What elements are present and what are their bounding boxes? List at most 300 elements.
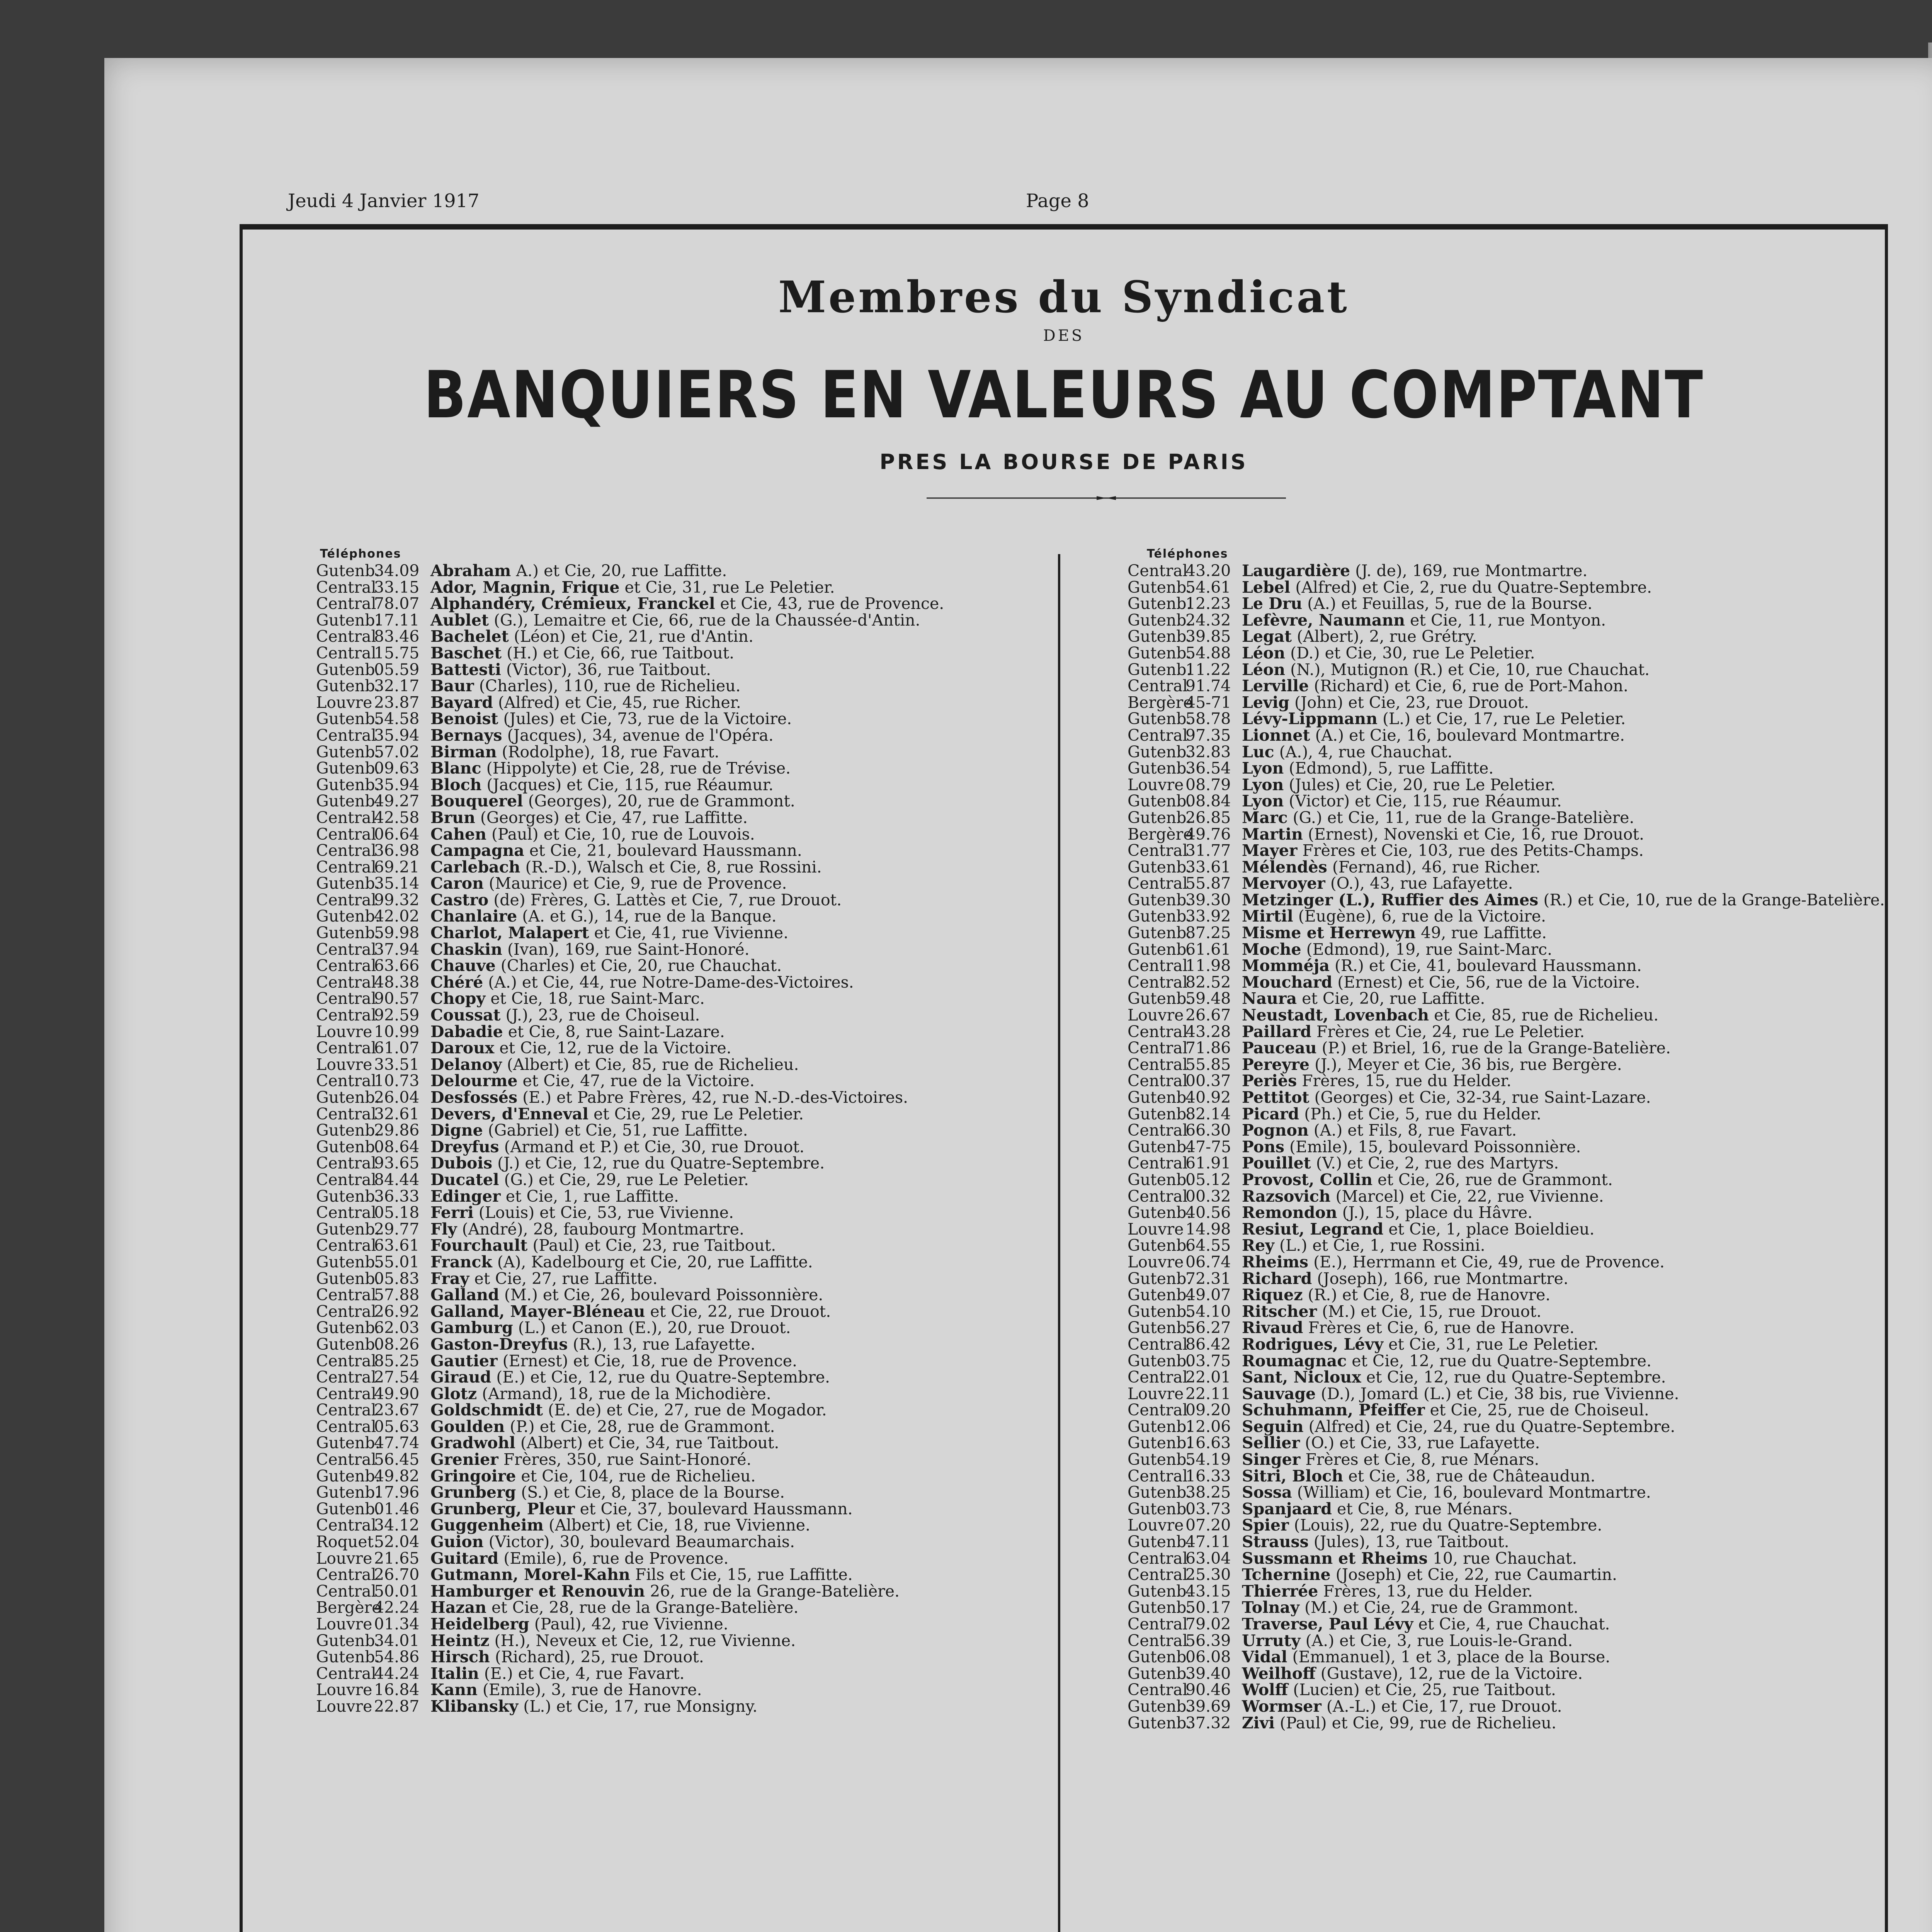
member-phone: 54.19 <box>1185 1450 1231 1469</box>
member-firm: Mouchard <box>1242 973 1333 992</box>
member-firm: Mervoyer <box>1242 874 1325 893</box>
member-phone: 49.90 <box>374 1384 420 1403</box>
member-firm: Chopy <box>430 989 486 1008</box>
member-address: (Albert) et Cie, 34, rue Taitbout. <box>520 1434 779 1452</box>
member-phone: 29.86 <box>374 1121 420 1140</box>
member-exchange: Central <box>316 1664 376 1683</box>
member-phone: 10.73 <box>374 1071 420 1090</box>
member-row <box>1128 595 1862 612</box>
member-row <box>316 1353 1050 1369</box>
member-row <box>316 1566 1050 1583</box>
member-address: (Ernest) et Cie, 56, rue de la Victoire. <box>1337 973 1640 992</box>
member-firm: Pettitot <box>1242 1088 1310 1107</box>
member-phone: 03.75 <box>1185 1351 1231 1370</box>
member-phone: 56.45 <box>374 1450 420 1469</box>
member-firm: Roumagnac <box>1242 1351 1347 1370</box>
member-exchange: Central <box>1128 1055 1188 1074</box>
member-address: (Jacques), 34, avenue de l'Opéra. <box>507 726 774 745</box>
member-firm: Delourme <box>430 1071 518 1090</box>
member-row <box>316 1089 1050 1106</box>
member-address: (R.), 13, rue Lafayette. <box>573 1335 755 1354</box>
member-phone: 33.92 <box>1185 907 1231 926</box>
member-address: (R.) et Cie, 8, rue de Hanovre. <box>1308 1286 1551 1304</box>
member-address: (Albert) et Cie, 85, rue de Richelieu. <box>507 1055 799 1074</box>
member-phone: 61.91 <box>1185 1154 1231 1173</box>
member-row <box>316 826 1050 843</box>
member-firm: Guitard <box>430 1549 499 1568</box>
member-exchange: Central <box>316 857 376 876</box>
member-exchange: Central <box>1128 1401 1188 1420</box>
member-phone: 39.40 <box>1185 1664 1231 1683</box>
member-row <box>316 678 1050 694</box>
member-exchange: Gutenb. <box>1128 1203 1192 1222</box>
member-phone: 58.78 <box>1185 709 1231 728</box>
member-exchange: Central <box>316 1170 376 1189</box>
member-phone: 22.01 <box>1185 1368 1231 1387</box>
member-address: (M.) et Cie, 26, boulevard Poissonnière. <box>504 1286 823 1304</box>
member-exchange: Gutenb. <box>1128 1137 1192 1156</box>
member-exchange: Central <box>316 1071 376 1090</box>
member-phone: 63.61 <box>374 1236 420 1255</box>
member-row <box>1128 974 1862 991</box>
member-firm: Gautier <box>430 1351 498 1370</box>
member-address: 10, rue Chauchat. <box>1432 1549 1577 1568</box>
member-address: et Cie, 4, rue Chauchat. <box>1418 1615 1610 1633</box>
member-phone: 24.32 <box>1185 611 1231 629</box>
member-row <box>1128 1435 1862 1451</box>
member-row <box>316 1369 1050 1386</box>
member-firm: Caron <box>430 874 484 893</box>
member-phone: 90.57 <box>374 989 420 1008</box>
member-phone: 09.63 <box>374 759 420 778</box>
member-address: et Cie, 43, rue de Provence. <box>720 594 944 613</box>
member-address: (Joseph) et Cie, 22, rue Caumartin. <box>1335 1565 1617 1584</box>
member-phone: 43.20 <box>1185 561 1231 580</box>
member-row <box>316 662 1050 678</box>
member-firm: Guggenheim <box>430 1516 544 1535</box>
member-firm: Goulden <box>430 1417 505 1436</box>
member-address: (M.) et Cie, 24, rue de Grammont. <box>1304 1598 1578 1617</box>
member-exchange: Central <box>316 940 376 959</box>
member-exchange: Gutenb. <box>316 1252 380 1271</box>
member-address: (H.), Neveux et Cie, 12, rue Vivienne. <box>494 1631 796 1650</box>
member-phone: 32.17 <box>374 677 420 696</box>
member-address: (E.) et Cie, 12, rue du Quatre-Septembre. <box>496 1368 830 1387</box>
member-phone: 91.74 <box>1185 677 1231 696</box>
member-firm: Chaskin <box>430 940 502 959</box>
member-phone: 17.11 <box>374 611 420 629</box>
member-row <box>1128 1418 1862 1435</box>
member-phone: 05.83 <box>374 1269 420 1288</box>
member-phone: 61.07 <box>374 1039 420 1058</box>
member-exchange: Central <box>316 1006 376 1025</box>
member-firm: Lebel <box>1242 578 1291 597</box>
member-phone: 11.98 <box>1185 956 1231 975</box>
member-phone: 78.07 <box>374 594 420 613</box>
member-exchange: Central <box>316 808 376 827</box>
member-address: Frères et Cie, 103, rue des Petits-Champs. <box>1302 841 1644 860</box>
member-exchange: Gutenb. <box>1128 1664 1192 1683</box>
member-firm: Wolff <box>1242 1680 1288 1699</box>
member-firm: Baschet <box>430 643 502 662</box>
member-row <box>316 974 1050 991</box>
member-phone: 05.59 <box>374 660 420 679</box>
member-firm: Metzinger (L.), Ruffier des Aimes <box>1242 890 1539 909</box>
member-exchange: Louvre <box>316 1697 372 1716</box>
member-phone: 35.94 <box>374 775 420 794</box>
member-phone: 05.12 <box>1185 1170 1231 1189</box>
member-address: (Armand et P.) et Cie, 30, rue Drouot. <box>504 1137 804 1156</box>
member-firm: Rodrigues, Lévy <box>1242 1335 1384 1354</box>
member-phone: 10.99 <box>374 1022 420 1041</box>
member-row <box>316 1649 1050 1665</box>
member-address: (Charles) et Cie, 20, rue Chauchat. <box>500 956 782 975</box>
member-row <box>316 1698 1050 1715</box>
member-row <box>316 892 1050 908</box>
member-phone: 99.32 <box>374 890 420 909</box>
member-address: (Edmond), 19, rue Saint-Marc. <box>1306 940 1553 959</box>
member-firm: Fray <box>430 1269 469 1288</box>
member-firm: Lionnet <box>1242 726 1310 745</box>
member-phone: 22.11 <box>1185 1384 1231 1403</box>
member-address: (Paul), 42, rue Vivienne. <box>534 1615 728 1633</box>
member-address: (P.) et Briel, 16, rue de la Grange-Batelière. <box>1321 1039 1671 1058</box>
member-phone: 12.06 <box>1185 1417 1231 1436</box>
member-phone: 93.65 <box>374 1154 420 1173</box>
member-row <box>316 694 1050 711</box>
member-exchange: Louvre <box>1128 775 1184 794</box>
member-phone: 16.33 <box>1185 1466 1231 1485</box>
member-row <box>1128 1040 1862 1056</box>
member-firm: Singer <box>1242 1450 1301 1469</box>
member-exchange: Central <box>316 1368 376 1387</box>
member-row <box>316 1583 1050 1600</box>
member-firm: Hazan <box>430 1598 486 1617</box>
member-firm: Pereyre <box>1242 1055 1310 1074</box>
member-firm: Pouillet <box>1242 1154 1311 1173</box>
member-firm: Lyon <box>1242 792 1284 811</box>
member-address: (William) et Cie, 16, boulevard Montmartre. <box>1297 1483 1651 1502</box>
member-exchange: Central <box>316 1104 376 1123</box>
member-exchange: Central <box>1128 1368 1188 1387</box>
member-row <box>1128 941 1862 958</box>
member-firm: Pognon <box>1242 1121 1309 1140</box>
member-exchange: Bergère <box>316 1598 381 1617</box>
member-exchange: Central <box>1128 1335 1188 1354</box>
member-address: (Victor) et Cie, 115, rue Réaumur. <box>1289 792 1562 811</box>
member-address: (P.) et Cie, 28, rue de Grammont. <box>510 1417 775 1436</box>
member-address: et Cie, 8, rue Ménars. <box>1337 1499 1513 1518</box>
member-row <box>1128 1221 1862 1238</box>
member-exchange: Gutenb. <box>1128 1532 1192 1551</box>
member-phone: 63.04 <box>1185 1549 1231 1568</box>
member-exchange: Gutenb. <box>1128 1236 1192 1255</box>
member-address: et Cie, 11, rue Montyon. <box>1410 611 1606 629</box>
member-address: (D.) et Cie, 30, rue Le Peletier. <box>1290 643 1535 662</box>
member-phone: 40.56 <box>1185 1203 1231 1222</box>
member-exchange: Gutenb. <box>316 759 380 778</box>
member-phone: 25.30 <box>1185 1565 1231 1584</box>
member-phone: 49.07 <box>1185 1286 1231 1304</box>
member-firm: Chauve <box>430 956 496 975</box>
member-row <box>316 727 1050 744</box>
member-row <box>1128 1451 1862 1468</box>
member-exchange: Central <box>316 578 376 597</box>
member-row <box>1128 875 1862 892</box>
member-phone: 21.65 <box>374 1549 420 1568</box>
member-exchange: Gutenb. <box>316 1466 380 1485</box>
member-phone: 26.67 <box>1185 1006 1231 1025</box>
member-exchange: Bergère <box>1128 825 1193 844</box>
member-row <box>316 628 1050 645</box>
column-divider <box>1058 554 1060 1932</box>
member-row <box>316 875 1050 892</box>
member-row <box>316 1534 1050 1550</box>
member-address: et Cie, 47, rue de la Victoire. <box>522 1071 755 1090</box>
member-exchange: Louvre <box>1128 1516 1184 1535</box>
member-exchange: Gutenb. <box>1128 1088 1192 1107</box>
member-phone: 54.88 <box>1185 643 1231 662</box>
member-phone: 66.30 <box>1185 1121 1231 1140</box>
header-date: Jeudi 4 Janvier 1917 <box>288 190 480 212</box>
member-exchange: Central <box>316 1450 376 1469</box>
member-row <box>316 1665 1050 1682</box>
member-address: (G.), Lemaitre et Cie, 66, rue de la Chaussée-d'Antin. <box>493 611 920 629</box>
member-phone: 72.31 <box>1185 1269 1231 1288</box>
member-address: (Jacques) et Cie, 115, rue Réaumur. <box>486 775 774 794</box>
member-row <box>316 1418 1050 1435</box>
member-exchange: Central <box>316 594 376 613</box>
member-address: Frères et Cie, 24, rue Le Peletier. <box>1316 1022 1585 1041</box>
member-address: et Cie, 8, rue Saint-Lazare. <box>508 1022 725 1041</box>
member-phone: 39.30 <box>1185 890 1231 909</box>
member-row <box>1128 1172 1862 1188</box>
member-phone: 52.04 <box>374 1532 420 1551</box>
member-row <box>1128 579 1862 596</box>
member-address: (Maurice) et Cie, 9, rue de Provence. <box>489 874 787 893</box>
member-exchange: Gutenb. <box>1128 1499 1192 1518</box>
member-phone: 34.12 <box>374 1516 420 1535</box>
member-row <box>1128 1534 1862 1550</box>
member-firm: Remondon <box>1242 1203 1337 1222</box>
member-firm: Mélendès <box>1242 857 1327 876</box>
member-exchange: Central <box>316 825 376 844</box>
member-address: (S.) et Cie, 8, place de la Bourse. <box>521 1483 785 1502</box>
member-row <box>1128 662 1862 678</box>
member-address: et Cie, 31, rue Le Peletier. <box>1388 1335 1599 1354</box>
member-row <box>1128 1188 1862 1205</box>
member-firm: Gaston-Dreyfus <box>430 1335 568 1354</box>
member-firm: Franck <box>430 1252 492 1271</box>
member-firm: Tolnay <box>1242 1598 1299 1617</box>
member-phone: 54.86 <box>374 1648 420 1667</box>
member-row <box>316 744 1050 760</box>
member-firm: Luc <box>1242 742 1274 761</box>
member-row <box>1128 645 1862 662</box>
member-address: (L.) et Cie, 17, rue Monsigny. <box>523 1697 758 1716</box>
member-address: (A. et G.), 14, rue de la Banque. <box>522 907 777 926</box>
member-firm: Naura <box>1242 989 1297 1008</box>
member-exchange: Gutenb. <box>316 923 380 942</box>
member-phone: 01.34 <box>374 1615 420 1633</box>
member-address: (M.) et Cie, 15, rue Drouot. <box>1322 1302 1542 1321</box>
member-phone: 39.85 <box>1185 627 1231 646</box>
member-row <box>316 793 1050 810</box>
member-firm: Spier <box>1242 1516 1289 1535</box>
member-exchange: Central <box>1128 677 1188 696</box>
member-row <box>316 1139 1050 1155</box>
member-row <box>1128 1665 1862 1682</box>
member-row <box>1128 990 1862 1007</box>
member-phone: 16.84 <box>374 1680 420 1699</box>
member-phone: 42.58 <box>374 808 420 827</box>
member-exchange: Gutenb. <box>1128 1697 1192 1716</box>
member-exchange: Gutenb. <box>1128 940 1192 959</box>
member-firm: Moche <box>1242 940 1301 959</box>
member-firm: Coussat <box>430 1006 501 1025</box>
member-firm: Galland, Mayer-Bléneau <box>430 1302 645 1321</box>
member-phone: 61.61 <box>1185 940 1231 959</box>
member-phone: 06.64 <box>374 825 420 844</box>
member-row <box>316 1550 1050 1567</box>
member-address: (E.) et Cie, 4, rue Favart. <box>484 1664 685 1683</box>
member-address: (L.) et Canon (E.), 20, rue Drouot. <box>518 1318 791 1337</box>
member-firm: Klibansky <box>430 1697 519 1716</box>
member-address: (Richard), 25, rue Drouot. <box>495 1648 704 1667</box>
member-exchange: Gutenb. <box>1128 611 1192 629</box>
member-firm: Strauss <box>1242 1532 1309 1551</box>
member-phone: 38.25 <box>1185 1483 1231 1502</box>
member-address: (Georges) et Cie, 47, rue Laffitte. <box>480 808 748 827</box>
member-firm: Ferri <box>430 1203 474 1222</box>
member-exchange: Central <box>1128 1154 1188 1173</box>
member-phone: 00.37 <box>1185 1071 1231 1090</box>
member-row <box>316 810 1050 826</box>
member-exchange: Gutenb. <box>1128 1318 1192 1337</box>
member-phone: 69.21 <box>374 857 420 876</box>
member-exchange: Central <box>1128 1680 1188 1699</box>
member-address: (R.) et Cie, 41, boulevard Haussmann. <box>1335 956 1642 975</box>
member-firm: Daroux <box>430 1039 495 1058</box>
member-row <box>316 1402 1050 1418</box>
member-exchange: Central <box>316 1401 376 1420</box>
member-address: et Cie, 41, rue Vivienne. <box>594 923 789 942</box>
member-exchange: Gutenb. <box>316 1434 380 1452</box>
member-phone: 08.79 <box>1185 775 1231 794</box>
member-firm: Vidal <box>1242 1648 1287 1667</box>
member-row <box>316 1435 1050 1451</box>
member-firm: Brun <box>430 808 475 827</box>
member-exchange: Central <box>1128 1039 1188 1058</box>
member-firm: Paillard <box>1242 1022 1311 1041</box>
member-phone: 50.01 <box>374 1582 420 1600</box>
member-exchange: Gutenb. <box>316 1648 380 1667</box>
member-firm: Rey <box>1242 1236 1274 1255</box>
member-address: Frères et Cie, 8, rue Ménars. <box>1305 1450 1539 1469</box>
member-exchange: Gutenb. <box>316 1269 380 1288</box>
member-firm: Momméja <box>1242 956 1330 975</box>
member-firm: Levig <box>1242 693 1289 712</box>
member-address: et Cie, 31, rue Le Peletier. <box>624 578 835 597</box>
member-row <box>1128 1682 1862 1698</box>
member-phone: 55.87 <box>1185 874 1231 893</box>
member-firm: Ducatel <box>430 1170 499 1189</box>
member-firm: Ador, Magnin, Frique <box>430 578 620 597</box>
member-address: (Louis) et Cie, 53, rue Vivienne. <box>478 1203 734 1222</box>
member-firm: Heidelberg <box>430 1615 529 1633</box>
member-firm: Hamburger et Renouvin <box>430 1582 645 1600</box>
member-exchange: Central <box>1128 1549 1188 1568</box>
member-exchange: Central <box>316 1417 376 1436</box>
member-address: (Marcel) et Cie, 22, rue Vivienne. <box>1335 1187 1604 1206</box>
member-row <box>1128 1369 1862 1386</box>
member-exchange: Central <box>1128 1121 1188 1140</box>
member-row <box>1128 727 1862 744</box>
member-address: (E.), Herrmann et Cie, 49, rue de Provence. <box>1313 1252 1665 1271</box>
member-row <box>316 1484 1050 1501</box>
member-address: (Emmanuel), 1 et 3, place de la Bourse. <box>1292 1648 1611 1667</box>
member-firm: Riquez <box>1242 1286 1303 1304</box>
member-phone: 26.85 <box>1185 808 1231 827</box>
member-firm: Blanc <box>430 759 481 778</box>
member-phone: 49.82 <box>374 1466 420 1485</box>
member-firm: Bachelet <box>430 627 509 646</box>
member-row <box>316 1270 1050 1287</box>
member-phone: 54.61 <box>1185 578 1231 597</box>
member-exchange: Gutenb. <box>1128 627 1192 646</box>
member-row <box>1128 1320 1862 1336</box>
member-exchange: Gutenb. <box>1128 907 1192 926</box>
member-address: et Cie, 12, rue du Quatre-Septembre. <box>1352 1351 1652 1370</box>
member-exchange: Roquet. <box>316 1532 379 1551</box>
ornament-rule <box>927 496 1286 500</box>
member-address: et Cie, 29, rue Le Peletier. <box>593 1104 804 1123</box>
member-firm: Dubois <box>430 1154 493 1173</box>
member-firm: Galland <box>430 1286 499 1304</box>
member-address: (Ph.) et Cie, 5, rue du Helder. <box>1304 1104 1541 1123</box>
member-row <box>316 1320 1050 1336</box>
member-address: (D.), Jomard (L.) et Cie, 38 bis, rue Vivienne. <box>1321 1384 1679 1403</box>
member-exchange: Gutenb. <box>316 1219 380 1238</box>
member-row <box>1128 826 1862 843</box>
member-address: (J.), Meyer et Cie, 36 bis, rue Bergère. <box>1315 1055 1622 1074</box>
member-exchange: Central <box>316 1565 376 1584</box>
member-firm: Provost, Collin <box>1242 1170 1373 1189</box>
member-phone: 12.23 <box>1185 594 1231 613</box>
member-address: (G.) et Cie, 11, rue de la Grange-Batelière. <box>1293 808 1634 827</box>
member-address: (Alfred) et Cie, 45, rue Richer. <box>498 693 741 712</box>
member-row <box>1128 925 1862 941</box>
member-phone: 92.59 <box>374 1006 420 1025</box>
member-address: (A.), 4, rue Chauchat. <box>1279 742 1452 761</box>
member-phone: 15.75 <box>374 643 420 662</box>
member-address: (Rodolphe), 18, rue Favart. <box>502 742 719 761</box>
member-firm: Bernays <box>430 726 502 745</box>
member-phone: 47.11 <box>1185 1532 1231 1551</box>
member-address: (Edmond), 5, rue Laffitte. <box>1289 759 1494 778</box>
member-phone: 36.33 <box>374 1187 420 1206</box>
member-firm: Battesti <box>430 660 501 679</box>
member-firm: Schuhmann, Pfeiffer <box>1242 1401 1425 1420</box>
member-exchange: Gutenb. <box>316 709 380 728</box>
member-exchange: Central <box>1128 841 1188 860</box>
member-exchange: Gutenb. <box>316 611 380 629</box>
member-row <box>1128 1715 1862 1731</box>
member-row <box>1128 563 1862 579</box>
member-address: et Cie, 18, rue Saint-Marc. <box>490 989 705 1008</box>
member-exchange: Gutenb. <box>1128 1450 1192 1469</box>
member-exchange: Gutenb. <box>1128 1582 1192 1600</box>
